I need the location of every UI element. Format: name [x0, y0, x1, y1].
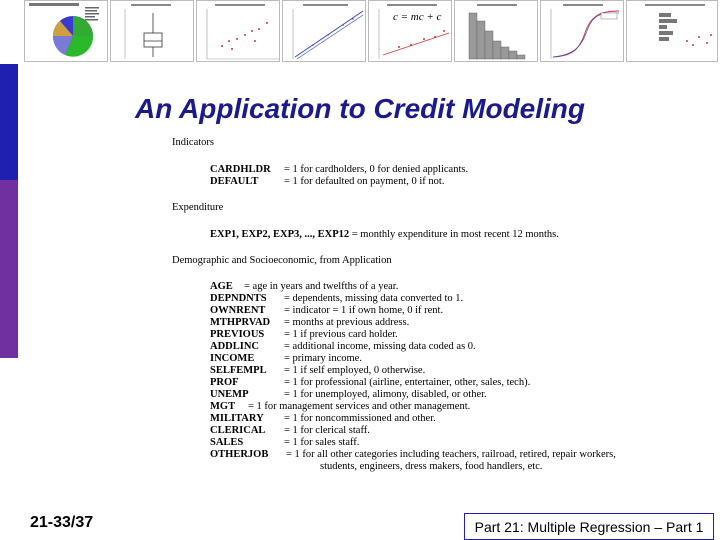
- section-heading-indicators: Indicators: [172, 137, 214, 148]
- desc-default: = 1 for defaulted on payment, 0 if not.: [284, 176, 445, 187]
- row-mgt: MGT: [210, 401, 236, 412]
- section-heading-expenditure: Expenditure: [172, 202, 224, 213]
- row-exp: EXP1, EXP2, EXP3, ..., EXP12 = monthly expenditure in most recent 12 months.: [210, 229, 559, 240]
- row-cardhldr: CARDHLDR: [210, 164, 271, 175]
- thumbnail-strip: [0, 0, 720, 64]
- section-heading-demographic: Demographic and Socioeconomic, from Application: [172, 255, 392, 266]
- pie-chart-thumb: [24, 0, 108, 62]
- desc-depndnts: = dependents, missing data converted to 1.: [284, 293, 464, 304]
- desc-otherjob: = 1 for all other categories including teachers, railroad, retired, repair workers,: [286, 449, 616, 460]
- row-unemp: UNEMP: [210, 389, 249, 400]
- desc-military: = 1 for noncommissioned and other.: [284, 413, 436, 424]
- scatter-thumb-1: [196, 0, 280, 62]
- desc-age: = age in years and twelfths of a year.: [244, 281, 399, 292]
- row-depndnts: DEPNDNTS: [210, 293, 267, 304]
- line-scatter-graphic: [283, 1, 367, 63]
- desc-previous: = 1 if previous card holder.: [284, 329, 398, 340]
- row-age: AGE: [210, 281, 233, 292]
- row-sales: SALES: [210, 437, 244, 448]
- desc-mthprvad: = months at previous address.: [284, 317, 410, 328]
- scatter-graphic-1: [197, 1, 281, 63]
- desc-cardhldr: = 1 for cardholders, 0 for denied applicants.: [284, 164, 469, 175]
- row-income: INCOME: [210, 353, 255, 364]
- desc-ownrent: = indicator = 1 if own home, 0 if rent.: [284, 305, 444, 316]
- bar-scatter-thumb: [626, 0, 718, 62]
- slide-number: 21-33/37: [30, 514, 94, 531]
- row-previous: PREVIOUS: [210, 329, 265, 340]
- desc-selfempl: = 1 if self employed, 0 otherwise.: [284, 365, 426, 376]
- row-otherjob: OTHERJOB: [210, 449, 269, 460]
- histogram-graphic: [455, 1, 539, 63]
- desc-addlinc: = additional income, missing data coded as 0.: [284, 341, 476, 352]
- row-selfempl: SELFEMPL: [210, 365, 267, 376]
- boxplot-thumb: [110, 0, 194, 62]
- row-military: MILITARY: [210, 413, 264, 424]
- histogram-thumb: [454, 0, 538, 62]
- row-default: DEFAULT: [210, 176, 259, 187]
- pie-chart-graphic: [25, 1, 109, 63]
- desc-unemp: = 1 for unemployed, alimony, disabled, or other.: [284, 389, 487, 400]
- equation-scatter-thumb: [368, 0, 452, 62]
- row-mthprvad: MTHPRVAD: [210, 317, 271, 328]
- curve-graphic: [541, 1, 625, 63]
- desc-prof: = 1 for professional (airline, entertainer, other, sales, tech).: [284, 377, 531, 388]
- boxplot-graphic: [111, 1, 195, 63]
- bar-scatter-graphic: [627, 1, 719, 63]
- desc-otherjob-continuation: students, engineers, dress makers, food handlers, etc.: [320, 461, 543, 472]
- row-ownrent: OWNRENT: [210, 305, 266, 316]
- curve-thumb: [540, 0, 624, 62]
- desc-clerical: = 1 for clerical staff.: [284, 425, 370, 436]
- desc-sales: = 1 for sales staff.: [284, 437, 360, 448]
- course-label: Part 21: Multiple Regression – Part 1: [464, 513, 714, 540]
- row-clerical: CLERICAL: [210, 425, 266, 436]
- slide-title: An Application to Credit Modeling: [134, 93, 586, 124]
- equation-label: c = mc + c: [393, 11, 442, 23]
- left-accent-bar-purple: [0, 180, 18, 358]
- row-addlinc: ADDLINC: [210, 341, 260, 352]
- desc-mgt: = 1 for management services and other management.: [248, 401, 471, 412]
- line-scatter-thumb: [282, 0, 366, 62]
- row-prof: PROF: [210, 377, 239, 388]
- desc-income: = primary income.: [284, 353, 362, 364]
